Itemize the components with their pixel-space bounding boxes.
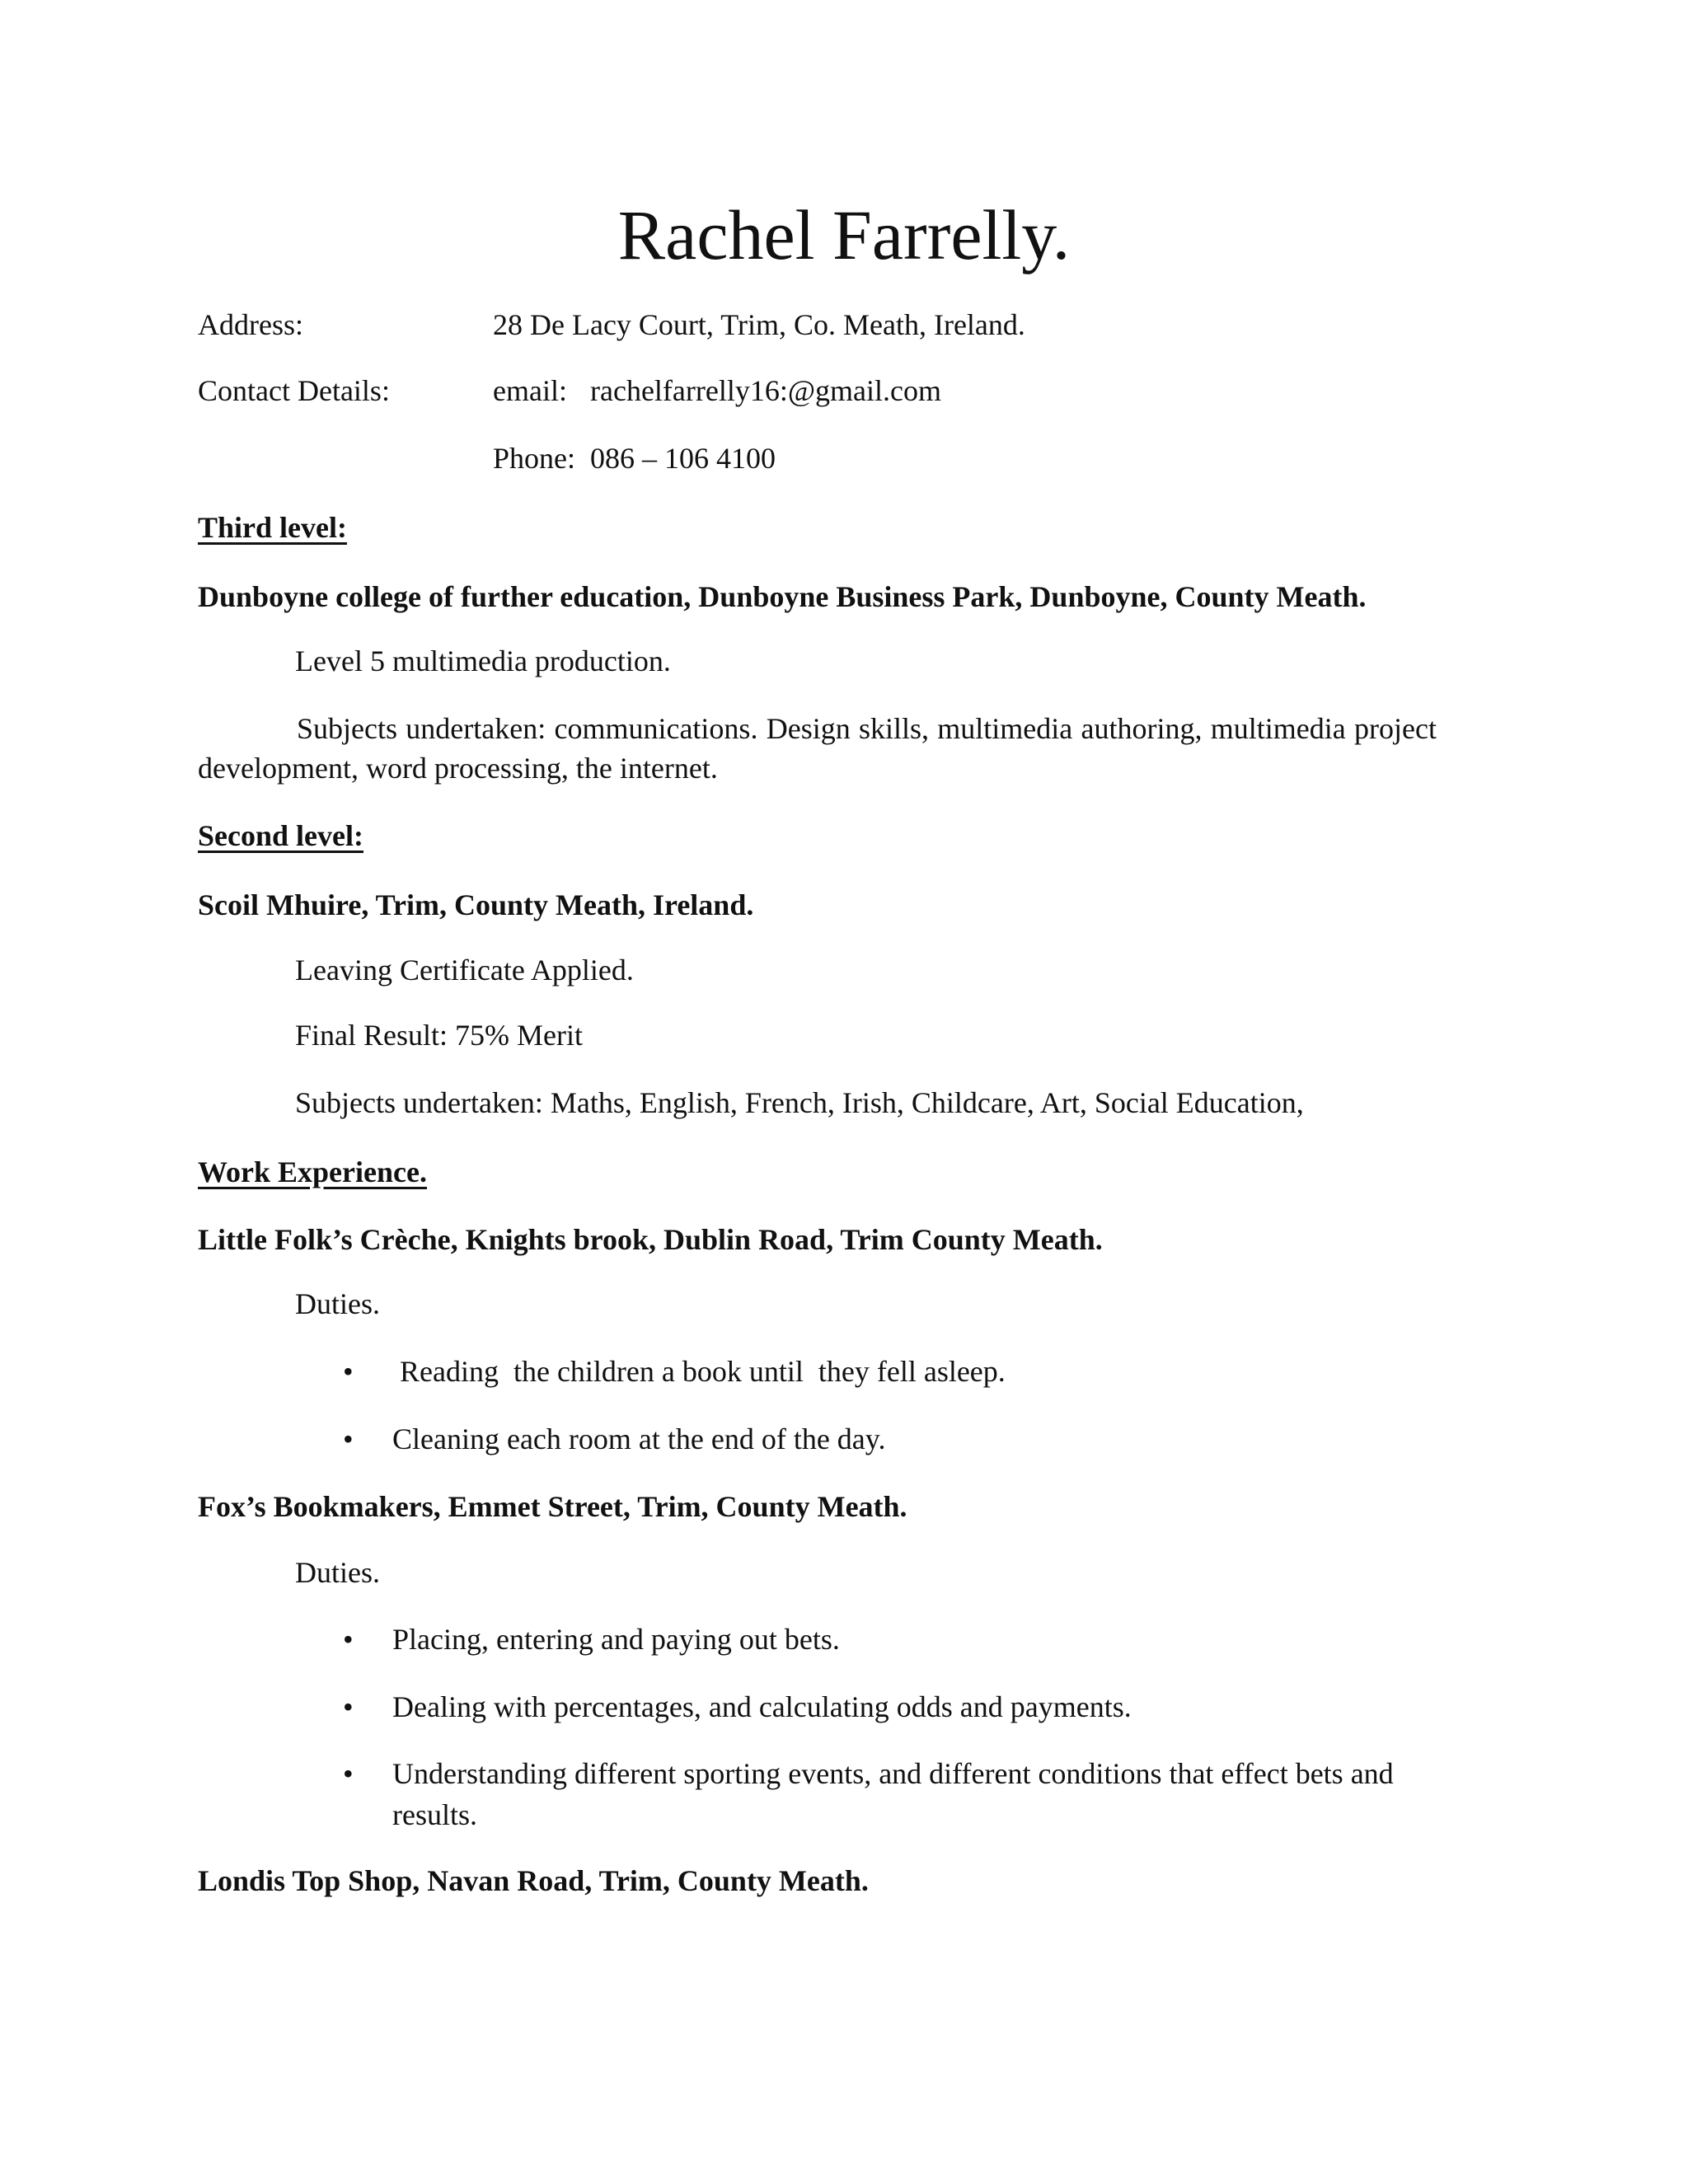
email-value: rachelfarrelly16:@gmail.com: [590, 374, 941, 407]
job-employer: Londis Top Shop, Navan Road, Trim, County Meath.: [198, 1864, 869, 1897]
job-duties-label: Duties.: [295, 1556, 380, 1589]
job-duty: Cleaning each room at the end of the day.: [392, 1422, 886, 1455]
third-level-institution: Dunboyne college of further education, Dunboyne Business Park, Dunboyne, County Meath.: [198, 580, 1367, 613]
second-level-heading: Second level:: [198, 819, 363, 852]
job-employer: Little Folk’s Crèche, Knights brook, Dublin Road, Trim County Meath.: [198, 1223, 1103, 1256]
second-level-subjects: Subjects undertaken: Maths, English, French, Irish, Childcare, Art, Social Education,: [295, 1086, 1304, 1119]
job-duty: Understanding different sporting events, and different conditions that effect bets and results.: [392, 1757, 1394, 1831]
third-level-course: Level 5 multimedia production.: [295, 644, 671, 677]
phone-label: Phone:: [493, 442, 576, 475]
job-duties-label: Duties.: [295, 1287, 380, 1320]
job-duty: Placing, entering and paying out bets.: [392, 1623, 840, 1656]
second-level-certificate: Leaving Certificate Applied.: [295, 954, 634, 987]
contact-details-label: Contact Details:: [198, 374, 390, 407]
phone-value: 086 – 106 4100: [590, 442, 776, 475]
bullet-icon: •: [343, 1623, 354, 1656]
resume-name: Rachel Farrelly.: [617, 195, 1071, 274]
bullet-icon: •: [343, 1757, 354, 1790]
bullet-icon: •: [343, 1355, 354, 1388]
bullet-icon: •: [343, 1690, 354, 1723]
third-level-subjects: Subjects undertaken: communications. Design skills, multimedia authoring, multimedia project development, word processing, the internet.: [198, 712, 1437, 785]
job-duty: Dealing with percentages, and calculating odds and payments.: [392, 1690, 1132, 1723]
second-level-result: Final Result: 75% Merit: [295, 1019, 583, 1052]
job-duty: Reading the children a book until they fell asleep.: [392, 1355, 1006, 1388]
job-employer: Fox’s Bookmakers, Emmet Street, Trim, County Meath.: [198, 1490, 907, 1523]
second-level-institution: Scoil Mhuire, Trim, County Meath, Ireland.: [198, 888, 754, 921]
third-level-heading: Third level:: [198, 511, 347, 544]
bullet-icon: •: [343, 1422, 354, 1455]
work-experience-heading: Work Experience.: [198, 1155, 427, 1188]
email-label: email:: [493, 374, 567, 407]
address-value: 28 De Lacy Court, Trim, Co. Meath, Ireland.: [493, 308, 1025, 341]
address-label: Address:: [198, 308, 303, 341]
